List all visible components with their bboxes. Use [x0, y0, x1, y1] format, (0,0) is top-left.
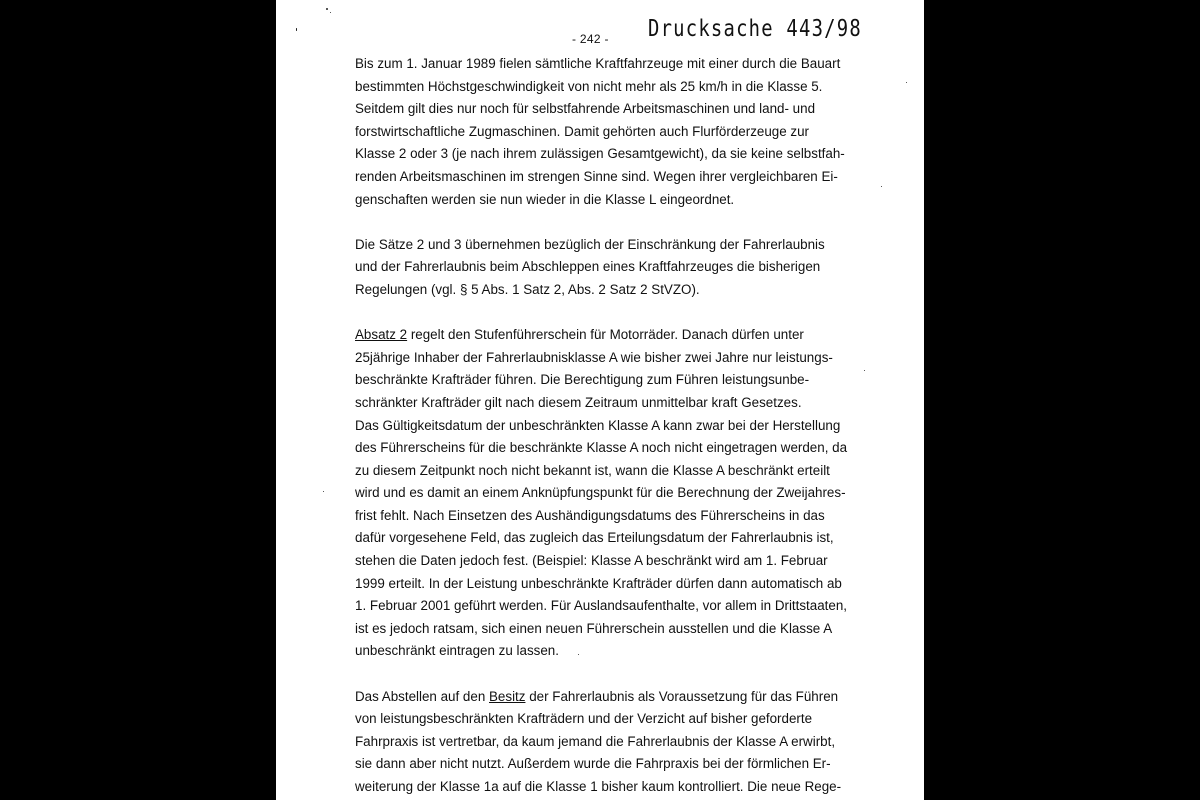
text-line: forstwirtschaftliche Zugmaschinen. Damit gehörten auch Flurförderzeuge zur — [355, 123, 810, 139]
drucksache-stamp: Drucksache 443/98 — [648, 16, 862, 42]
text-line: 1. Februar 2001 geführt werden. Für Auslandsaufenthalte, vor allem in Drittstaaten, — [355, 598, 848, 614]
text-line: Das Gültigkeitsdatum der unbeschränkten Klasse A kann zwar bei der Herstellung — [355, 417, 841, 433]
text-line: 25jährige Inhaber der Fahrerlaubnisklasse A wie bisher zwei Jahre nur leistungs- — [355, 349, 833, 365]
text-line: unbeschränkt eintragen zu lassen. — [355, 643, 559, 659]
paragraph-1 — [355, 53, 875, 211]
text-line: ist es jedoch ratsam, sich einen neuen Führerschein ausstellen und die Klasse A — [355, 620, 833, 636]
text-line: bestimmten Höchstgeschwindigkeit von nicht mehr als 25 km/h in die Klasse 5. — [355, 78, 823, 94]
text-line: Klasse 2 oder 3 (je nach ihrem zulässigen Gesamtgewicht), da sie keine selbstfah- — [355, 146, 845, 162]
scan-speck — [296, 28, 297, 31]
text-line: dafür vorgesehene Feld, das zugleich das Erteilungsdatum der Fahrerlaubnis ist, — [355, 530, 834, 546]
text-line: Fahrpraxis ist vertretbar, da kaum jemand die Fahrerlaubnis der Klasse A erwirbt, — [355, 733, 836, 749]
text-line: schränkter Krafträder gilt nach diesem Zeitraum unmittelbar kraft Gesetzes. — [355, 394, 802, 410]
text-line: Bis zum 1. Januar 1989 fielen sämtliche Kraftfahrzeuge mit einer durch die Bauart — [355, 56, 841, 71]
paragraph-3 — [355, 324, 875, 663]
scan-speck — [881, 186, 882, 187]
text-line: des Führerscheins für die beschränkte Klasse A noch nicht eingetragen werden, da — [355, 440, 848, 456]
text-line: von leistungsbeschränkten Krafträdern und der Verzicht auf bisher geforderte — [355, 711, 813, 727]
text-line: sie dann aber nicht nutzt. Außerdem wurde die Fahrpraxis bei der förmlichen Er- — [355, 756, 831, 772]
text-line — [355, 686, 875, 709]
paragraph-2 — [355, 234, 875, 302]
absatz-reference: Absatz 2 — [355, 327, 408, 343]
text-line: wird und es damit an einem Anknüpfungspunkt für die Berechnung der Zweijahres- — [355, 485, 846, 501]
text-run: regelt den Stufenführerschein für Motorräder. Danach dürfen unter — [407, 327, 804, 343]
paragraph-4 — [355, 686, 875, 799]
text-line: Die Sätze 2 und 3 übernehmen bezüglich der Einschränkung der Fahrerlaubnis — [355, 236, 825, 252]
text-line: frist fehlt. Nach Einsetzen des Aushändigungsdatums des Führerscheins in das — [355, 507, 825, 523]
text-line: Regelungen (vgl. § 5 Abs. 1 Satz 2, Abs. 2 Satz 2 StVZO). — [355, 281, 700, 297]
page-number: - 242 - — [572, 32, 609, 46]
text-line: beschränkte Krafträder führen. Die Berechtigung zum Führen leistungsunbe- — [355, 372, 810, 388]
text-line: Seitdem gilt dies nur noch für selbstfahrende Arbeitsmaschinen und land- und — [355, 101, 816, 117]
text-line: weiterung der Klasse 1a auf die Klasse 1 bisher kaum kontrolliert. Die neue Rege- — [355, 779, 842, 794]
text-line: stehen die Daten jedoch fest. (Beispiel: Klasse A beschränkt wird am 1. Februar — [355, 553, 828, 569]
document-page — [276, 0, 924, 800]
text-run: Das Abstellen auf den — [355, 688, 489, 704]
text-line: und der Fahrerlaubnis beim Abschleppen eines Kraftfahrzeuges die bisherigen — [355, 259, 821, 275]
text-line: genschaften werden sie nun wieder in die Klasse L eingeordnet. — [355, 191, 735, 207]
scan-speck — [330, 12, 331, 13]
text-line: 1999 erteilt. In der Leistung unbeschränkte Krafträder dürfen dann automatisch ab — [355, 575, 842, 591]
text-line — [355, 324, 875, 347]
text-run: der Fahrerlaubnis als Voraussetzung für das Führen — [525, 688, 839, 704]
scan-speck — [906, 82, 907, 83]
body-text — [355, 53, 875, 800]
scan-speck — [326, 8, 328, 10]
scan-speck — [323, 491, 324, 492]
besitz-emphasis: Besitz — [489, 688, 526, 704]
text-line: zu diesem Zeitpunkt noch nicht bekannt ist, wann die Klasse A beschränkt erteilt — [355, 462, 830, 478]
text-line: renden Arbeitsmaschinen im strengen Sinne sind. Wegen ihrer vergleichbaren Ei- — [355, 168, 838, 184]
